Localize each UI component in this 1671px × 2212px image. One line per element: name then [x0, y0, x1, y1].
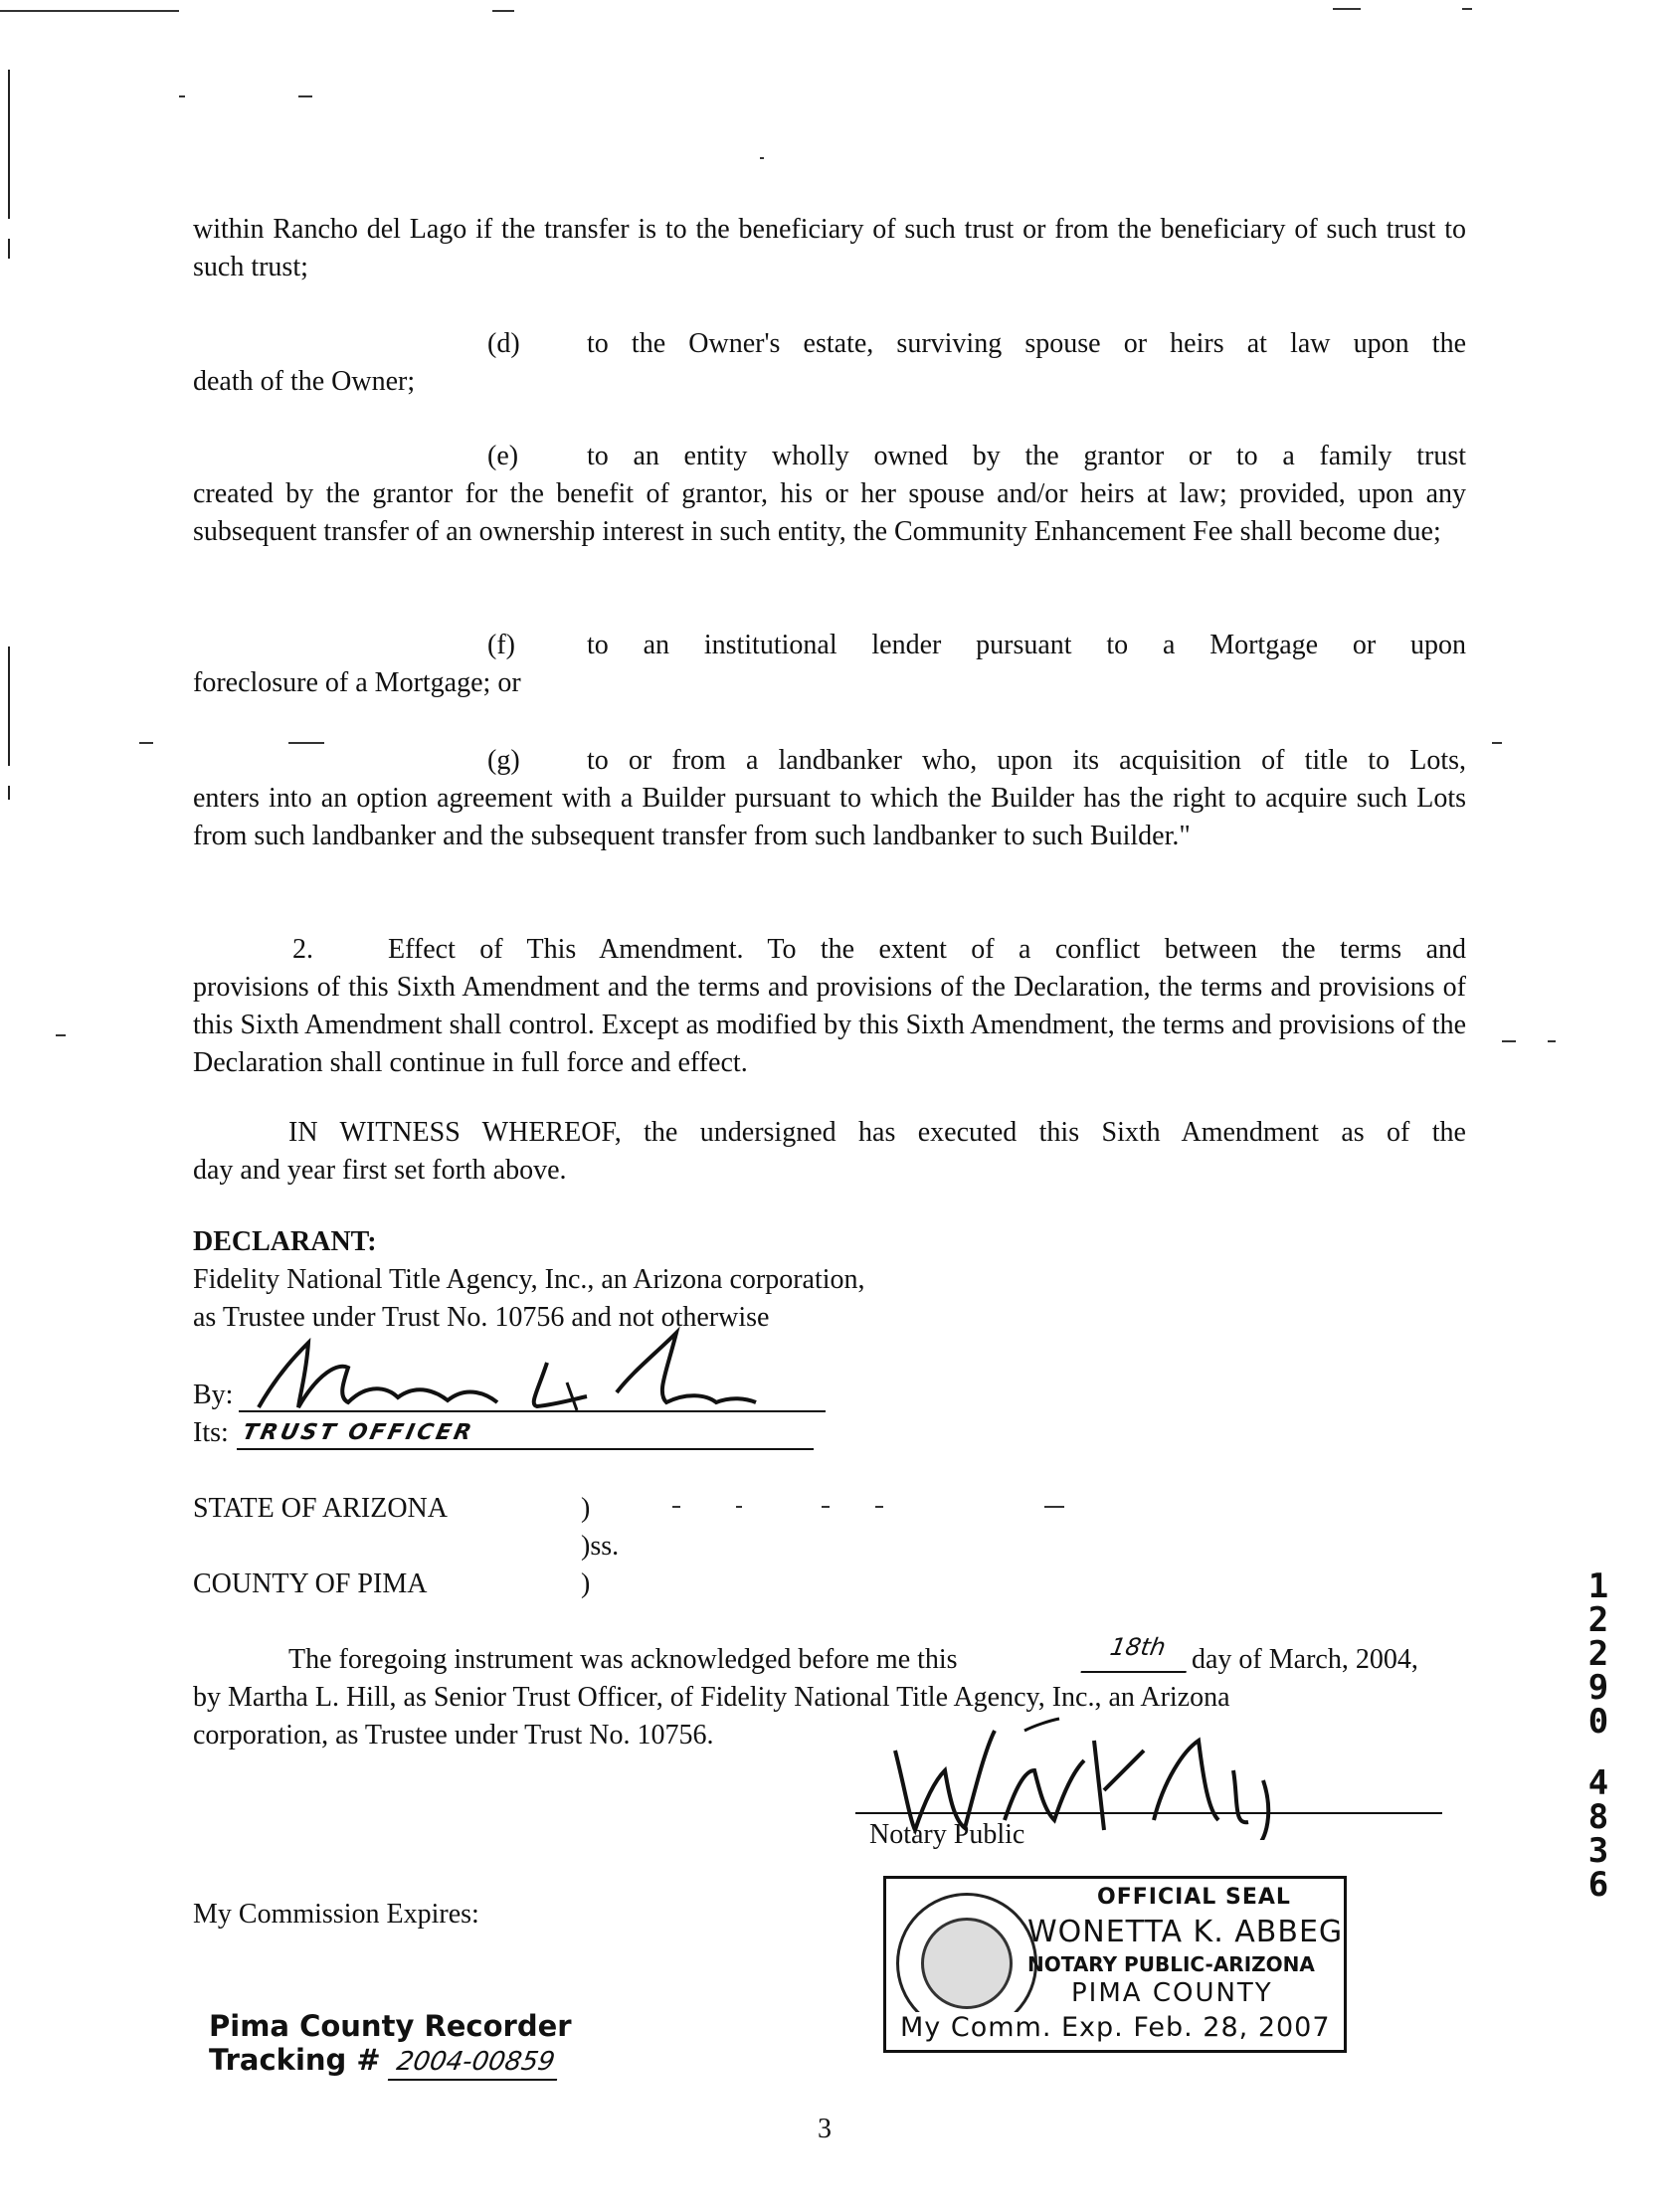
scan-artifact	[492, 10, 514, 12]
scan-artifact	[1502, 1040, 1516, 1042]
side-number-digit: 3	[1587, 1831, 1609, 1871]
commission-expires-label: My Commission Expires:	[193, 1899, 479, 1930]
scan-artifact	[736, 1506, 742, 1508]
seal-expiration: My Comm. Exp. Feb. 28, 2007	[900, 2012, 1335, 2043]
side-number-digit: 2	[1587, 1600, 1609, 1640]
item-e-text: to an entity wholly owned by the grantor or to a family trust	[587, 441, 1466, 471]
scan-artifact	[1333, 8, 1361, 10]
ack-day-handwritten: 18th	[1080, 1633, 1193, 1673]
venue-paren-1: )	[581, 1493, 591, 1524]
notary-seal-stamp	[883, 1876, 1347, 2053]
declarant-line-1: Fidelity National Title Agency, Inc., an Arizona corporation,	[193, 1264, 865, 1295]
margin-mark	[8, 70, 10, 219]
item-f-continuation: foreclosure of a Mortgage; or	[193, 667, 521, 698]
scan-artifact	[298, 95, 312, 97]
seal-title: OFFICIAL SEAL	[1097, 1885, 1291, 1910]
seal-notary-name: WONETTA K. ABBEG	[1027, 1915, 1344, 1949]
its-handwritten-value: TRUST OFFICER	[240, 1420, 477, 1445]
side-number-digit: 6	[1587, 1865, 1609, 1905]
seal-county: PIMA COUNTY	[1071, 1978, 1273, 2008]
scan-artifact	[139, 742, 153, 744]
page-number: 3	[818, 2114, 832, 2144]
scan-artifact	[760, 157, 764, 159]
venue-paren-2: )	[581, 1568, 591, 1599]
scan-artifact	[822, 1506, 830, 1508]
margin-mark	[8, 646, 10, 766]
ack-line-1a: The foregoing instrument was acknowledged before me this	[288, 1644, 958, 1675]
scan-artifact	[875, 1506, 883, 1508]
side-number-digit: 1	[1587, 1567, 1609, 1606]
scan-artifact	[179, 95, 185, 97]
notary-signature-line	[855, 1812, 1442, 1814]
recorder-title: Pima County Recorder	[209, 2009, 572, 2043]
venue-ss: )ss.	[581, 1531, 620, 1562]
section-2-text: provisions of this Sixth Amendment and the terms and provisions of the Declaration, the terms and provisions of this Sixth Amendment shall control. Except as modified by this Sixth Amendment, the terms and provisions of the Declaration shall continue in full force and effect.	[193, 972, 1466, 1078]
tracking-label: Tracking #	[209, 2043, 381, 2077]
scan-artifact	[1462, 8, 1472, 10]
venue-county: COUNTY OF PIMA	[193, 1568, 428, 1599]
scan-artifact	[0, 10, 179, 12]
section-2-first-line: Effect of This Amendment. To the extent of a conflict between the terms and	[388, 934, 1466, 965]
item-d-label: (d)	[487, 328, 520, 359]
venue-state: STATE OF ARIZONA	[193, 1493, 448, 1524]
scan-artifact	[1548, 1040, 1556, 1042]
item-f-label: (f)	[487, 630, 515, 660]
by-label: By:	[193, 1380, 234, 1410]
item-f-text: to an institutional lender pursuant to a Mortgage or upon	[587, 630, 1466, 660]
side-number-digit: 0	[1587, 1702, 1609, 1742]
ack-line-1b: day of March, 2004,	[1192, 1644, 1418, 1675]
tracking-number: 2004-00859	[388, 2045, 564, 2081]
item-d-text: to the Owner's estate, surviving spouse or heirs at law upon the	[587, 328, 1466, 359]
scan-artifact	[288, 742, 324, 744]
its-line	[237, 1448, 814, 1450]
scan-artifact	[1492, 742, 1502, 744]
declarant-line-2: as Trustee under Trust No. 10756 and not otherwise	[193, 1302, 770, 1333]
witness-first-line: IN WITNESS WHEREOF, the undersigned has executed this Sixth Amendment as of the	[288, 1117, 1466, 1148]
trust-paragraph: within Rancho del Lago if the transfer is to the beneficiary of such trust or from the beneficiary of such trust to such trust;	[193, 214, 1466, 282]
declarant-heading: DECLARANT:	[193, 1226, 377, 1257]
ack-line-3: corporation, as Trustee under Trust No. 10756.	[193, 1720, 714, 1751]
margin-mark	[8, 239, 10, 259]
notary-public-label: Notary Public	[869, 1819, 1025, 1850]
section-2-number: 2.	[292, 934, 313, 965]
seal-notary-role: NOTARY PUBLIC-ARIZONA	[1027, 1952, 1315, 1976]
item-g-text: to or from a landbanker who, upon its acquisition of title to Lots,	[587, 745, 1466, 776]
item-g-continuation: enters into an option agreement with a Builder pursuant to which the Builder has the right to acquire such Lots from such landbanker and the subsequent transfer from such landbanker to such Builder."	[193, 783, 1466, 851]
scan-artifact	[672, 1506, 680, 1508]
item-g-label: (g)	[487, 745, 520, 776]
side-number-digit: 4	[1587, 1763, 1609, 1803]
margin-mark	[8, 786, 10, 800]
side-number-digit: 9	[1587, 1668, 1609, 1708]
scan-artifact	[1044, 1506, 1064, 1508]
item-e-label: (e)	[487, 441, 519, 471]
declarant-signature	[239, 1313, 796, 1422]
recorder-tracking-stamp	[209, 2009, 572, 2081]
side-number-digit: 2	[1587, 1634, 1609, 1674]
witness-continuation: day and year first set forth above.	[193, 1155, 567, 1186]
its-label: Its:	[193, 1417, 229, 1448]
item-d-continuation: death of the Owner;	[193, 366, 416, 397]
scan-artifact	[56, 1034, 66, 1036]
side-number-digit: 8	[1587, 1797, 1609, 1837]
item-e-continuation: created by the grantor for the benefit of grantor, his or her spouse and/or heirs at law; provided, upon any subsequent transfer of an ownership interest in such entity, the Community Enhancement Fee shall become due;	[193, 478, 1466, 547]
ack-line-2: by Martha L. Hill, as Senior Trust Officer, of Fidelity National Title Agency, Inc., an Arizona	[193, 1682, 1230, 1713]
